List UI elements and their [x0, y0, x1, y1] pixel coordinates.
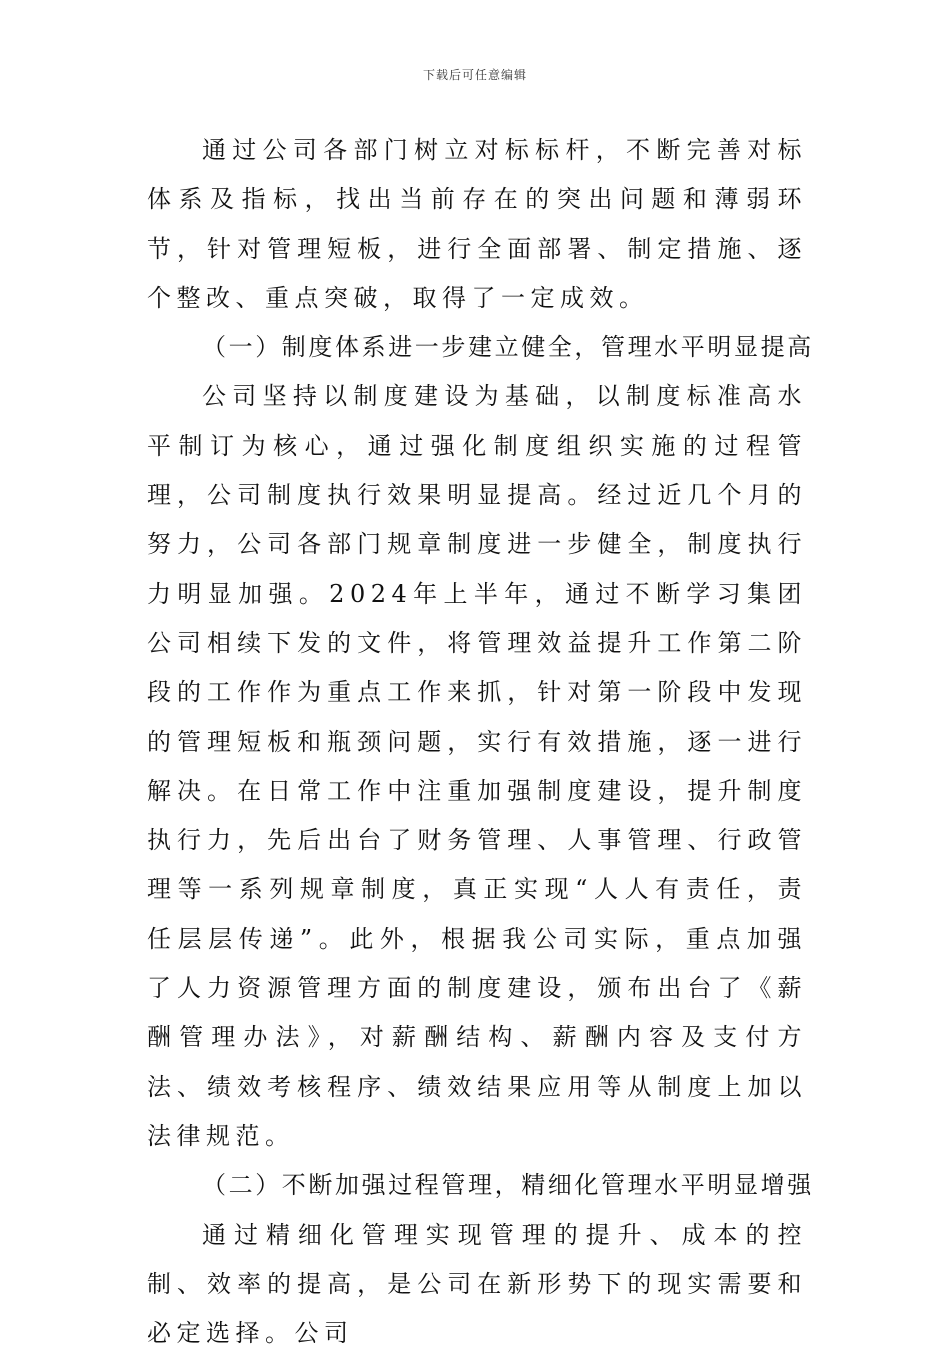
paragraph-process-management: 通过精细化管理实现管理的提升、成本的控制、效率的提高，是公司在新形势下的现实需要和必定选择。公司 [147, 1220, 807, 1348]
section-heading-1: （一）制度体系进一步建立健全，管理水平明显提高 [202, 333, 814, 362]
section-heading-2: （二）不断加强过程管理，精细化管理水平明显增强 [202, 1171, 814, 1200]
page-header: 下载后可任意编辑 [422, 68, 527, 82]
paragraph-system-building: 公司坚持以制度建设为基础，以制度标准高水平制订为核心，通过强化制度组织实施的过程管理，公司制度执行效果明显提高。经过近几个月的努力，公司各部门规章制度进一步健全，制度执行力明显加强。2024年上半年，通过不断学习集团公司相续下发的文件，将管理效益提升工作第二阶段的工作作为重点工作来抓，针对第一阶段中发现的管理短板和瓶颈问题，实行有效措施，逐一进行解决。在日常工作中注重加强制度建设，提升制度执行力，先后出台了财务管理、人事管理、行政管理等一系列规章制度，真正实现“人人有责任，责任层层传递”。此外，根据我公司实际，重点加强了人力资源管理方面的制度建设，颁布出台了《薪酬管理办法》，对薪酬结构、薪酬内容及支付方法、绩效考核程序、绩效结果应用等从制度上加以法律规范。 [147, 382, 807, 1150]
document-body [147, 126, 814, 1358]
paragraph-intro: 通过公司各部门树立对标标杆，不断完善对标体系及指标，找出当前存在的突出问题和薄弱环节，针对管理短板，进行全面部署、制定措施、逐个整改、重点突破，取得了一定成效。 [147, 136, 807, 312]
